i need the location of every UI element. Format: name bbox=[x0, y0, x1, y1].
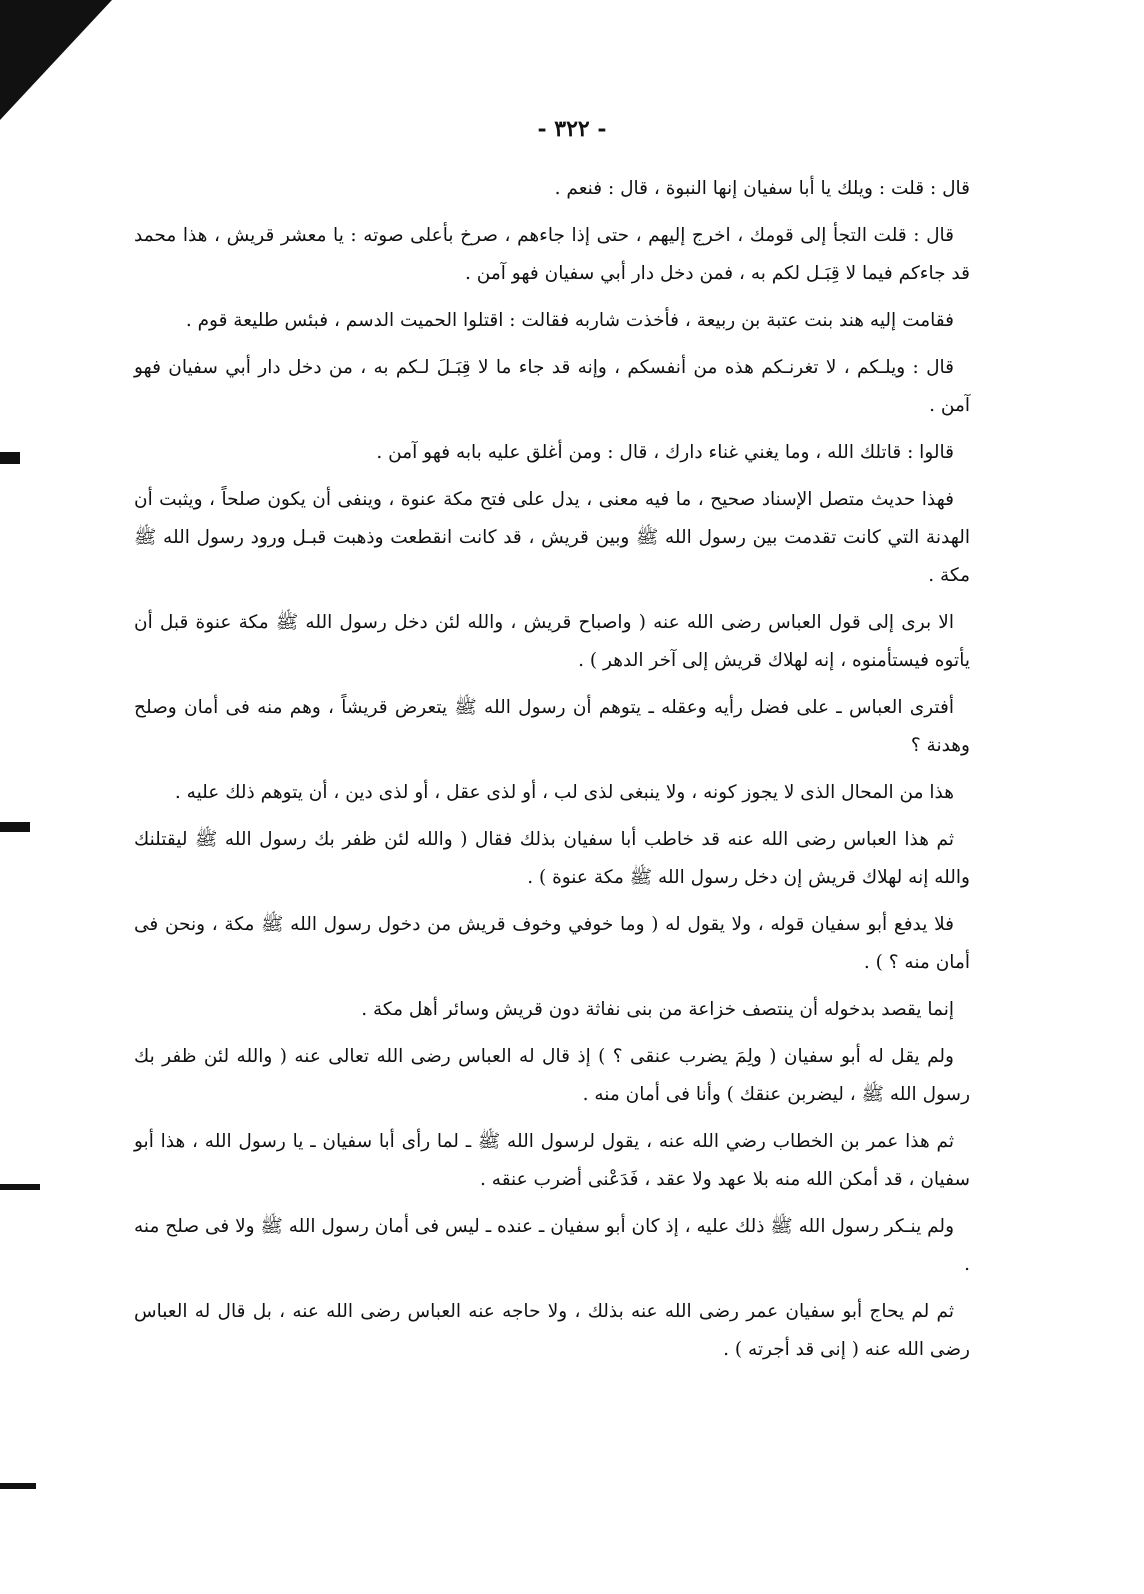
page-body bbox=[134, 170, 970, 1378]
paragraph: فلا يدفع أبو سفيان قوله ، ولا يقول له ( وما خوفي وخوف قريش من دخول رسول الله ﷺ مكة ، ونحن فى أمان منه ؟ ) . bbox=[134, 914, 970, 973]
scan-edge-mark bbox=[0, 1483, 36, 1489]
paragraph: أفترى العباس ـ على فضل رأيه وعقله ـ يتوهم أن رسول الله ﷺ يتعرض قريشاً ، وهم منه فى أمان وصلح وهدنة ؟ bbox=[134, 697, 970, 756]
paragraph: فهذا حديث متصل الإسناد صحيح ، ما فيه معنى ، يدل على فتح مكة عنوة ، وينفى أن يكون صلحاً ، ويثبت أن الهدنة التي كانت تقدمت بين رسول الله ﷺ وبين قريش ، قد كانت انقطعت وذهبت قبـل ورود رسول الله ﷺ مكة . bbox=[134, 489, 970, 586]
paragraph: ثم هذا عمر بن الخطاب رضي الله عنه ، يقول لرسول الله ﷺ ـ لما رأى أبا سفيان ـ يا رسول الله ، هذا أبو سفيان ، قد أمكن الله منه بلا عهد ولا عقد ، فَدَعْنى أضرب عنقه . bbox=[134, 1131, 970, 1190]
paragraph: فقامت إليه هند بنت عتبة بن ربيعة ، فأخذت شاربه فقالت : اقتلوا الحميت الدسم ، فبئس طليعة قوم . bbox=[185, 310, 954, 331]
paragraph: قال : قلت التجأ إلى قومك ، اخرج إليهم ، حتى إذا جاءهم ، صرخ بأعلى صوته : يا معشر قريش ، هذا محمد قد جاءكم فيما لا قِبَـل لكم به ، فمن دخل دار أبي سفيان فهو آمن . bbox=[134, 225, 970, 284]
paragraph: قالوا : قاتلك الله ، وما يغني غناء دارك ، قال : ومن أغلق عليه بابه فهو آمن . bbox=[376, 442, 954, 463]
paragraph: ولم يقل له أبو سفيان ( ولِمَ يضرب عنقى ؟ ) إذ قال له العباس رضى الله تعالى عنه ( والله لئن ظفر بك رسول الله ﷺ ، ليضربن عنقك ) وأنا فى أمان منه . bbox=[134, 1046, 970, 1105]
page-number: - ٣٢٢ - bbox=[537, 116, 607, 142]
paragraph: إنما يقصد بدخوله أن ينتصف خزاعة من بنى نفاثة دون قريش وسائر أهل مكة . bbox=[361, 999, 954, 1020]
scan-edge-mark bbox=[0, 822, 30, 832]
paragraph: ولم ينـكر رسول الله ﷺ ذلك عليه ، إذ كان أبو سفيان ـ عنده ـ ليس فى أمان رسول الله ﷺ ولا فى صلح منه . bbox=[134, 1216, 970, 1275]
scan-edge-mark bbox=[0, 452, 20, 464]
paragraph: ثم لم يحاج أبو سفيان عمر رضى الله عنه بذلك ، ولا حاجه عنه العباس رضى الله عنه ، بل قال له العباس رضى الله عنه ( إنى قد أجرته ) . bbox=[134, 1301, 970, 1360]
paragraph: الا برى إلى قول العباس رضى الله عنه ( واصباح قريش ، والله لئن دخل رسول الله ﷺ مكة عنوة قبل أن يأتوه فيستأمنوه ، إنه لهلاك قريش إلى آخر الدهر ) . bbox=[134, 612, 970, 671]
paragraph: قال : قلت : ويلك يا أبا سفيان إنها النبوة ، قال : فنعم . bbox=[554, 178, 970, 199]
scan-corner-mark bbox=[0, 0, 112, 120]
paragraph: هذا من المحال الذى لا يجوز كونه ، ولا ينبغى لذى لب ، أو لذى عقل ، أو لذى دين ، أن يتوهم ذلك عليه . bbox=[174, 782, 954, 803]
scan-edge-mark bbox=[0, 1184, 40, 1190]
paragraph: ثم هذا العباس رضى الله عنه قد خاطب أبا سفيان بذلك فقال ( والله لئن ظفر بك رسول الله ﷺ ليقتلنك والله إنه لهلاك قريش إن دخل رسول الله ﷺ مكة عنوة ) . bbox=[134, 829, 970, 888]
paragraph: قال : ويلـكم ، لا تغرنـكم هذه من أنفسكم ، وإنه قد جاء ما لا قِبَـلَ لـكم به ، من دخل دار أبي سفيان فهو آمن . bbox=[134, 357, 970, 416]
